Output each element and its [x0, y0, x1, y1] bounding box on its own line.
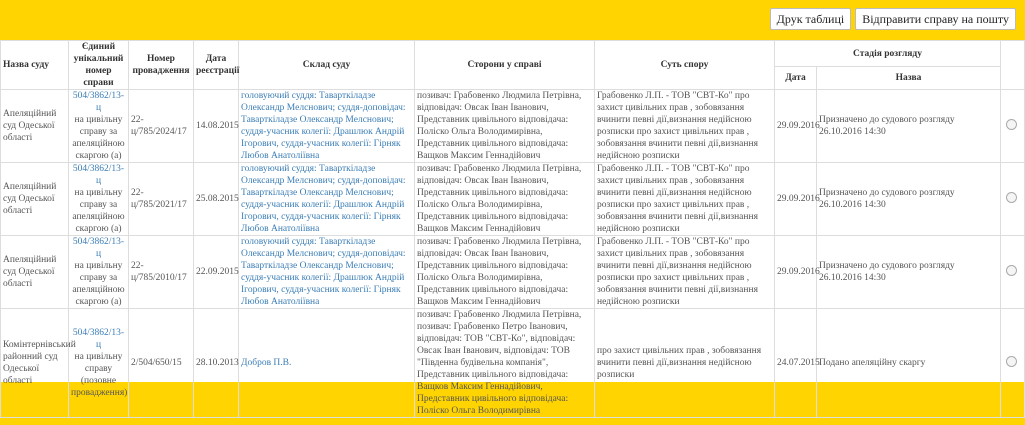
cell-stage-name: Призначено до судового розгляду 26.10.2016 14:30 — [817, 163, 1001, 236]
header-parties: Сторони у справі — [415, 41, 595, 90]
table-row — [1, 90, 1025, 163]
cell-court: Апеляційний суд Одеської області — [1, 163, 69, 236]
table-row — [1, 309, 1025, 418]
toolbar — [770, 8, 1016, 30]
top-bar — [0, 0, 1024, 40]
cell-stage-date: 29.09.2016 — [775, 236, 817, 309]
cell-select — [1001, 163, 1025, 236]
cell-subject: про захист цивільних прав , зобовязання вчинити певні дії,визнання недійсною розписки — [595, 309, 775, 418]
cell-parties: позивач: Грабовенко Людмила Петрівна, відповідач: Овсак Іван Іванович, Представник цивільного відповідача: Поліско Ольга Володимирівна, Представник цивільного відповідача: Ващков Максим Геннадійович — [415, 163, 595, 236]
cell-stage-date: 29.09.2016 — [775, 90, 817, 163]
cell-stage-date: 24.07.2015 — [775, 309, 817, 418]
cell-stage-name: Подано апеляційну скаргу — [817, 309, 1001, 418]
cell-case-number — [69, 309, 129, 418]
cell-parties: позивач: Грабовенко Людмила Петрівна, позивач: Грабовенко Петро Іванович, відповідач: ТОВ "СВТ-Ко", відповідач: Овсак Іван Іванович, відповідач: ТОВ "Південна будівельна компанія", Представник цивільного відповідача: Ващков Максим Геннадійович, Представник цивільного відповідача: Поліско Ольга Володимирівна — [415, 309, 595, 418]
case-description: на цивільну справу за апеляційною скаргою (а) — [72, 261, 125, 307]
header-subject: Суть спору — [595, 41, 775, 90]
cell-subject: Грабовенко Л.П. - ТОВ "СВТ-Ко" про захист цивільних прав , зобовязання вчинити певні дії,визнання недійсною розписки про захист цивільних прав , зобовязання вчинити певні дії,визнання недійсною розписки — [595, 163, 775, 236]
cell-case-number — [69, 163, 129, 236]
header-reg-date: Дата реєстрації — [194, 41, 239, 90]
row-select-radio[interactable] — [1006, 192, 1017, 203]
cell-proceeding: 2/504/650/15 — [129, 309, 194, 418]
header-select — [1001, 41, 1025, 90]
cell-stage-date: 29.09.2016 — [775, 163, 817, 236]
case-number-link[interactable]: 504/3862/13-ц — [72, 237, 125, 259]
cell-proceeding: 22-ц/785/2024/17 — [129, 90, 194, 163]
cell-case-number — [69, 236, 129, 309]
table-row — [1, 236, 1025, 309]
case-description: на цивільну справу за апеляційною скаргою (а) — [72, 115, 125, 161]
cell-select — [1001, 236, 1025, 309]
cell-subject: Грабовенко Л.П. - ТОВ "СВТ-Ко" про захист цивільних прав , зобовязання вчинити певні дії,визнання недійсною розписки про захист цивільних прав , зобовязання вчинити певні дії,визнання недійсною розписки — [595, 236, 775, 309]
cell-select — [1001, 90, 1025, 163]
header-composition: Склад суду — [239, 41, 415, 90]
header-stage: Стадія розгляду — [775, 41, 1001, 67]
cases-table-container — [0, 40, 1024, 416]
row-select-radio[interactable] — [1006, 265, 1017, 276]
cell-proceeding: 22-ц/785/2010/17 — [129, 236, 194, 309]
header-stage-date: Дата — [775, 67, 817, 90]
case-description: на цивільну справу (позовне провадження) — [71, 352, 128, 398]
cell-court: Апеляційний суд Одеської області — [1, 236, 69, 309]
cell-select — [1001, 309, 1025, 418]
cell-composition: Добров П.В. — [239, 309, 415, 418]
cell-reg-date: 14.08.2015 — [194, 90, 239, 163]
cell-reg-date: 22.09.2015 — [194, 236, 239, 309]
cell-reg-date: 25.08.2015 — [194, 163, 239, 236]
cell-proceeding: 22-ц/785/2021/17 — [129, 163, 194, 236]
case-description: на цивільну справу за апеляційною скаргою (а) — [72, 188, 125, 234]
cell-parties: позивач: Грабовенко Людмила Петрівна, відповідач: Овсак Іван Іванович, Представник цивільного відповідача: Поліско Ольга Володимирівна, Представник цивільного відповідача: Ващков Максим Геннадійович — [415, 90, 595, 163]
cell-reg-date: 28.10.2013 — [194, 309, 239, 418]
cell-parties: позивач: Грабовенко Людмила Петрівна, відповідач: Овсак Іван Іванович, Представник цивільного відповідача: Поліско Ольга Володимирівна, Представник цивільного відповідача: Ващков Максим Геннадійович — [415, 236, 595, 309]
case-number-link[interactable]: 504/3862/13-ц — [72, 91, 125, 113]
case-number-link[interactable]: 504/3862/13-ц — [72, 164, 125, 186]
row-select-radio[interactable] — [1006, 356, 1017, 367]
header-proceeding-number: Номер провадження — [129, 41, 194, 90]
send-case-email-button[interactable]: Відправити справу на пошту — [855, 8, 1016, 30]
cell-stage-name: Призначено до судового розгляду 26.10.2016 14:30 — [817, 236, 1001, 309]
case-number-link[interactable]: 504/3862/13-ц — [72, 328, 125, 350]
table-row — [1, 163, 1025, 236]
cell-court: Апеляційний суд Одеської області — [1, 90, 69, 163]
row-select-radio[interactable] — [1006, 119, 1017, 130]
cell-subject: Грабовенко Л.П. - ТОВ "СВТ-Ко" про захист цивільних прав , зобовязання вчинити певні дії,визнання недійсною розписки про захист цивільних прав , зобовязання вчинити певні дії,визнання недійсною розписки — [595, 90, 775, 163]
header-case-number: Єдиний унікальний номер справи — [69, 41, 129, 90]
cell-composition: головуючий суддя: Таварткіладзе Олександр Мелснович; суддя-доповідач: Таварткіладзе Олександр Мелснович; суддя-учасник колегії: Драшлюк Андрій Ігорович, суддя-учасник колегії: Гірняк Любов Анатоліївна — [239, 163, 415, 236]
print-table-button[interactable]: Друк таблиці — [770, 8, 852, 30]
header-stage-name: Назва — [817, 67, 1001, 90]
cases-table — [0, 40, 1025, 418]
cell-composition: головуючий суддя: Таварткіладзе Олександр Мелснович; суддя-доповідач: Таварткіладзе Олександр Мелснович; суддя-учасник колегії: Драшлюк Андрій Ігорович, суддя-учасник колегії: Гірняк Любов Анатоліївна — [239, 90, 415, 163]
cell-court: Комінтернівський районний суд Одеської області — [1, 309, 69, 418]
cell-composition: головуючий суддя: Таварткіладзе Олександр Мелснович; суддя-доповідач: Таварткіладзе Олександр Мелснович; суддя-учасник колегії: Драшлюк Андрій Ігорович, суддя-учасник колегії: Гірняк Любов Анатоліївна — [239, 236, 415, 309]
header-court: Назва суду — [1, 41, 69, 90]
cell-case-number — [69, 90, 129, 163]
cell-stage-name: Призначено до судового розгляду 26.10.2016 14:30 — [817, 90, 1001, 163]
